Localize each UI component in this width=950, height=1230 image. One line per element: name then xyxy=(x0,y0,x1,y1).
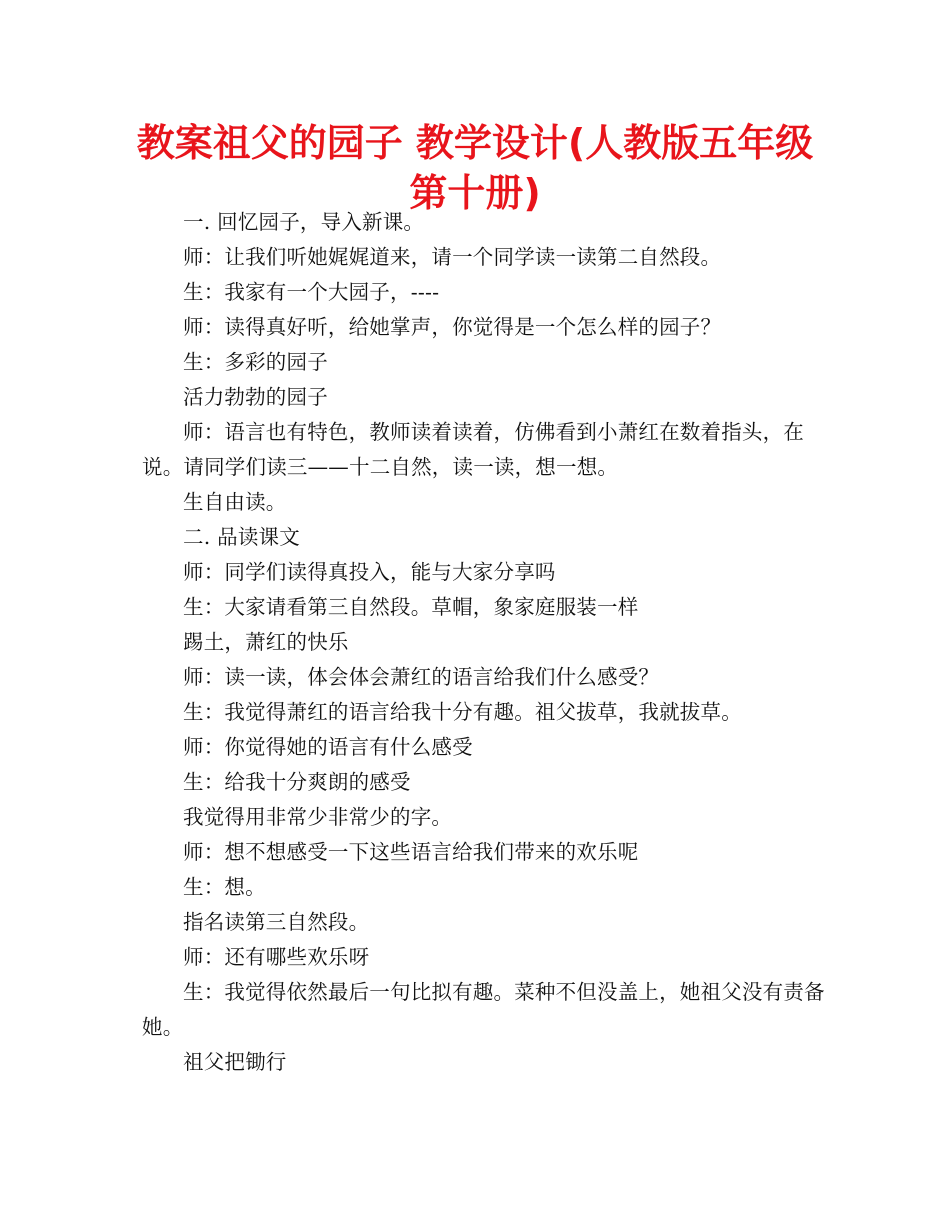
paragraph: 一. 回忆园子，导入新课。 xyxy=(183,210,425,234)
paragraph: 生：我家有一个大园子，---- xyxy=(183,280,440,304)
paragraph: 活力勃勃的园子 xyxy=(183,385,328,409)
paragraph: 生：我觉得依然最后一句比拟有趣。菜种不但没盖上，她祖父没有责备她。 xyxy=(142,980,825,1039)
paragraph: 生：给我十分爽朗的感受 xyxy=(183,770,411,794)
paragraph: 师：同学们读得真投入，能与大家分享吗 xyxy=(183,560,556,584)
paragraph: 祖父把锄行 xyxy=(183,1050,287,1074)
paragraph: 生：想。 xyxy=(183,875,266,899)
paragraph: 师：想不想感受一下这些语言给我们带来的欢乐呢 xyxy=(183,840,639,864)
paragraph: 踢土，萧红的快乐 xyxy=(183,630,349,654)
paragraph: 我觉得用非常少非常少的字。 xyxy=(183,805,453,829)
paragraph: 二. 品读课文 xyxy=(183,525,300,549)
paragraph: 师：让我们听她娓娓道来，请一个同学读一读第二自然段。 xyxy=(183,245,722,269)
paragraph: 师：你觉得她的语言有什么感受 xyxy=(183,735,473,759)
document-body xyxy=(142,205,832,1080)
paragraph: 师：读一读，体会体会萧红的语言给我们什么感受？ xyxy=(183,665,660,689)
paragraph: 师：读得真好听，给她掌声，你觉得是一个怎么样的园子？ xyxy=(183,315,722,339)
document-title: 教案祖父的园子 教学设计(人教版五年级第十册) xyxy=(136,121,814,215)
paragraph: 指名读第三自然段。 xyxy=(183,910,370,934)
paragraph: 生：大家请看第三自然段。草帽，象家庭服装一样 xyxy=(183,595,639,619)
paragraph: 生：多彩的园子 xyxy=(183,350,328,374)
paragraph: 师：语言也有特色，教师读着读着，仿佛看到小萧红在数着指头，在说。请同学们读三——十二自然，读一读，想一想。 xyxy=(142,420,804,479)
paragraph: 生自由读。 xyxy=(183,490,287,514)
paragraph: 师：还有哪些欢乐呀 xyxy=(183,945,370,969)
paragraph: 生：我觉得萧红的语言给我十分有趣。祖父拔草，我就拔草。 xyxy=(183,700,742,724)
